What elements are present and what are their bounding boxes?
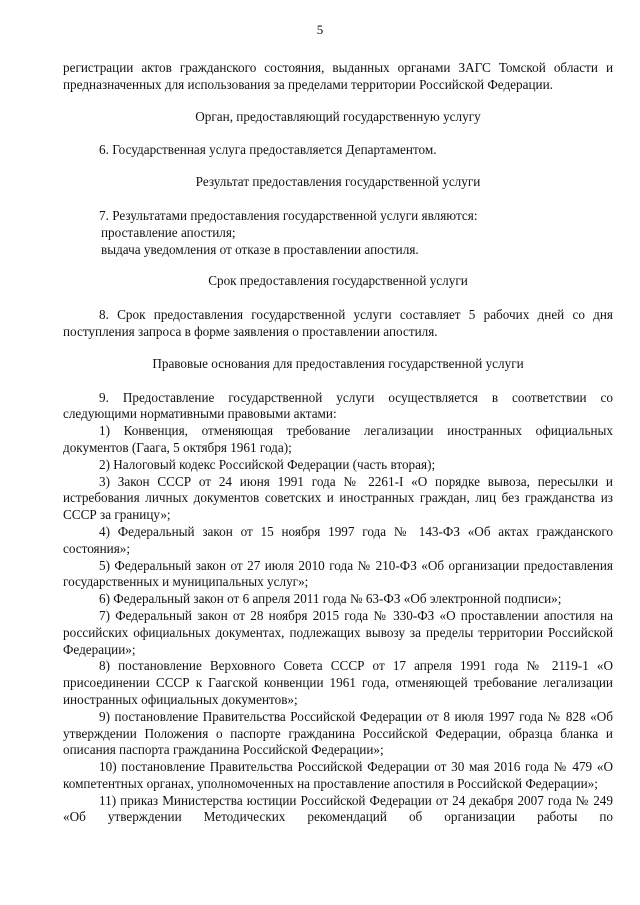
- legal-act-4: 4) Федеральный закон от 15 ноября 1997 года № 143-ФЗ «Об актах гражданского состояния»;: [63, 523, 613, 556]
- legal-act-5: 5) Федеральный закон от 27 июля 2010 года № 210-ФЗ «Об организации предоставления государственных и муниципальных услуг»;: [63, 557, 613, 590]
- legal-act-1: 1) Конвенция, отменяющая требование легализации иностранных официальных документов (Гаага, 5 октября 1961 года);: [63, 423, 613, 455]
- paragraph-continuation: регистрации актов гражданского состояния, выданных органами ЗАГС Томской области и предназначенных для использования за пределами территории Российской Федерации.: [63, 60, 613, 92]
- legal-act-2: 2) Налоговый кодекс Российской Федерации (часть вторая);: [99, 456, 436, 472]
- page-number: 5: [316, 22, 324, 37]
- paragraph-7-item-refusal: выдача уведомления от отказе в проставлении апостиля.: [101, 241, 419, 257]
- heading-organ: Орган, предоставляющий государственную услугу: [195, 108, 481, 124]
- document-body: [63, 60, 613, 826]
- heading-result: Результат предоставления государственной услуги: [195, 174, 481, 190]
- paragraph-7: 7. Результатами предоставления государственной услуги являются:: [99, 207, 478, 223]
- paragraph-7-item-apostille: проставление апостиля;: [101, 224, 236, 240]
- legal-act-11: 11) приказ Министерства юстиции Российской Федерации от 24 декабря 2007 года № 249 «Об утверждении Методических рекомендаций об организации работы по: [63, 792, 613, 825]
- paragraph-6: 6. Государственная услуга предоставляется Департаментом.: [99, 142, 437, 158]
- legal-act-7: 7) Федеральный закон от 28 ноября 2015 года № 330-ФЗ «О проставлении апостиля на российских официальных документах, подлежащих вывозу за пределы территории Российской Федерации»;: [63, 607, 613, 657]
- legal-act-9: 9) постановление Правительства Российской Федерации от 8 июля 1997 года № 828 «Об утверждении Положения о паспорте гражданина Российской Федерации, образца бланка и описания паспорта гражданина Российской Федерации»;: [63, 708, 613, 758]
- paragraph-8: 8. Срок предоставления государственной услуги составляет 5 рабочих дней со дня поступления запроса в форме заявления о проставлении апостиля.: [63, 307, 613, 339]
- legal-act-8: 8) постановление Верховного Совета СССР от 17 апреля 1991 года № 2119-1 «О присоединении СССР к Гаагской конвенции 1961 года, отменяющей требование легализации иностранных официальных документов»;: [63, 658, 613, 707]
- legal-act-10: 10) постановление Правительства Российской Федерации от 30 мая 2016 года № 479 «О компетентных органах, уполномоченных на проставление апостиля в Российской Федерации»;: [63, 759, 613, 791]
- legal-act-3: 3) Закон СССР от 24 июня 1991 года № 2261-I «О порядке вывоза, пересылки и истребования личных документов советских и иностранных граждан, лиц без гражданства из СССР за границу»;: [63, 473, 613, 523]
- heading-legal-basis: Правовые основания для предоставления государственной услуги: [152, 355, 524, 371]
- heading-term: Срок предоставления государственной услуги: [208, 273, 468, 289]
- legal-act-6: 6) Федеральный закон от 6 апреля 2011 года № 63-ФЗ «Об электронной подписи»;: [99, 591, 562, 607]
- paragraph-9: 9. Предоставление государственной услуги осуществляется в соответствии со следующими нормативными правовыми актами:: [63, 389, 613, 422]
